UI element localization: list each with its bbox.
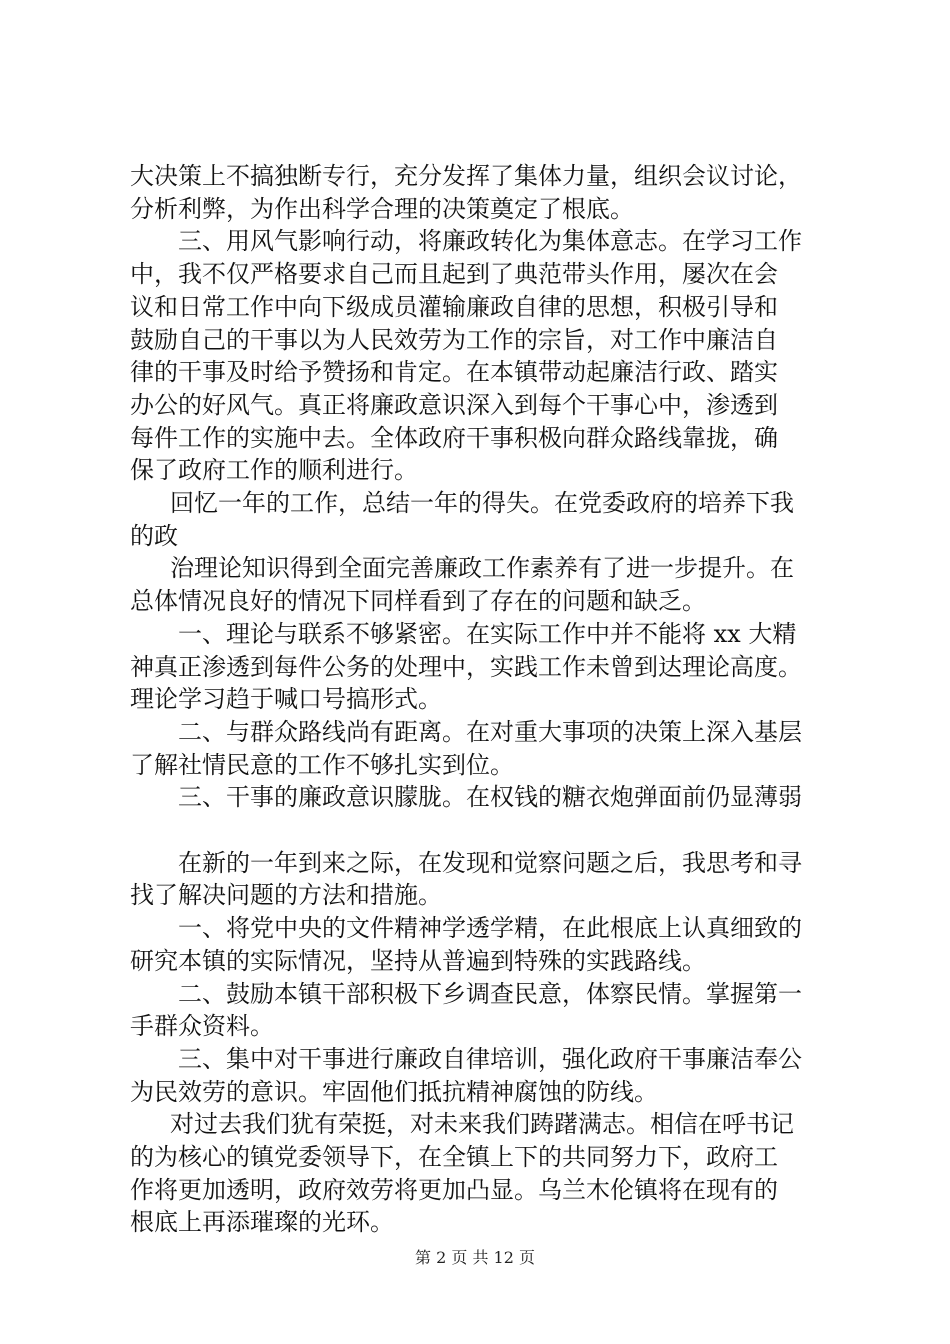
text-line: 神真正渗透到每件公务的处理中，实践工作未曾到达理论高度。 <box>130 652 802 681</box>
paragraph-start: 一、理论与联系不够紧密。在实际工作中并不能将 xx 大精 <box>178 619 797 648</box>
text-line: 议和日常工作中向下级成员灌输廉政自律的思想，积极引导和 <box>130 292 778 321</box>
text-line: 根底上再添璀璨的光环。 <box>130 1208 394 1237</box>
paragraph-start: 三、干事的廉政意识朦胧。在权钱的糖衣炮弹面前仍显薄弱 <box>178 783 802 812</box>
paragraph-start: 一、将党中央的文件精神学透学精，在此根底上认真细致的 <box>178 914 802 943</box>
blank-line <box>130 814 830 847</box>
paragraph-start: 治理论知识得到全面完善廉政工作素养有了进一步提升。在 <box>170 554 794 583</box>
paragraph-start: 二、与群众路线尚有距离。在对重大事项的决策上深入基层 <box>178 717 802 746</box>
text-line: 中，我不仅严格要求自己而且起到了典范带头作用，屡次在会 <box>130 260 778 289</box>
text-line: 总体情况良好的情况下同样看到了存在的问题和缺乏。 <box>130 587 706 616</box>
text-line: 为民效劳的意识。牢固他们抵抗精神腐蚀的防线。 <box>130 1077 658 1106</box>
text-line: 作将更加透明，政府效劳将更加凸显。乌兰木伦镇将在现有的 <box>130 1175 778 1204</box>
text-line: 大决策上不搞独断专行，充分发挥了集体力量，组织会议讨论， <box>130 162 802 190</box>
text-line: 了解社情民意的工作不够扎实到位。 <box>130 750 514 779</box>
text-line: 办公的好风气。真正将廉政意识深入到每个干事心中，渗透到 <box>130 390 778 419</box>
paragraph-start: 二、鼓励本镇干部积极下乡调查民意，体察民情。掌握第一 <box>178 979 802 1008</box>
text-line: 律的干事及时给予赞扬和肯定。在本镇带动起廉洁行政、踏实 <box>130 358 778 387</box>
paragraph-start: 回忆一年的工作，总结一年的得失。在党委政府的培养下我 <box>170 489 794 518</box>
page-footer <box>0 1245 950 1268</box>
text-line: 研究本镇的实际情况，坚持从普遍到特殊的实践路线。 <box>130 946 706 975</box>
paragraph-start: 三、用风气影响行动，将廉政转化为集体意志。在学习工作 <box>178 227 802 256</box>
text-line: 的政 <box>130 521 178 550</box>
text-line: 保了政府工作的顺利进行。 <box>130 456 418 485</box>
text-line: 理论学习趋于喊口号搞形式。 <box>130 685 442 714</box>
paragraph-start: 在新的一年到来之际，在发现和觉察问题之后，我思考和寻 <box>178 848 802 877</box>
text-line: 每件工作的实施中去。全体政府干事积极向群众路线靠拢，确 <box>130 423 778 452</box>
text-line: 手群众资料。 <box>130 1012 274 1041</box>
paragraph-start: 三、集中对干事进行廉政自律培训，强化政府干事廉洁奉公 <box>178 1044 802 1073</box>
text-line: 分析利弊，为作出科学合理的决策奠定了根底。 <box>130 194 634 223</box>
text-line: 鼓励自己的干事以为人民效劳为工作的宗旨，对工作中廉洁自 <box>130 325 778 354</box>
text-line: 的为核心的镇党委领导下，在全镇上下的共同努力下，政府工 <box>130 1143 778 1172</box>
text-line: 找了解决问题的方法和措施。 <box>130 881 442 910</box>
document-body <box>130 160 830 1239</box>
paragraph-start: 对过去我们犹有荣挺，对未来我们踌躇满志。相信在呼书记 <box>170 1110 794 1139</box>
page-indicator: 第 2 页 共 12 页 <box>415 1248 535 1267</box>
